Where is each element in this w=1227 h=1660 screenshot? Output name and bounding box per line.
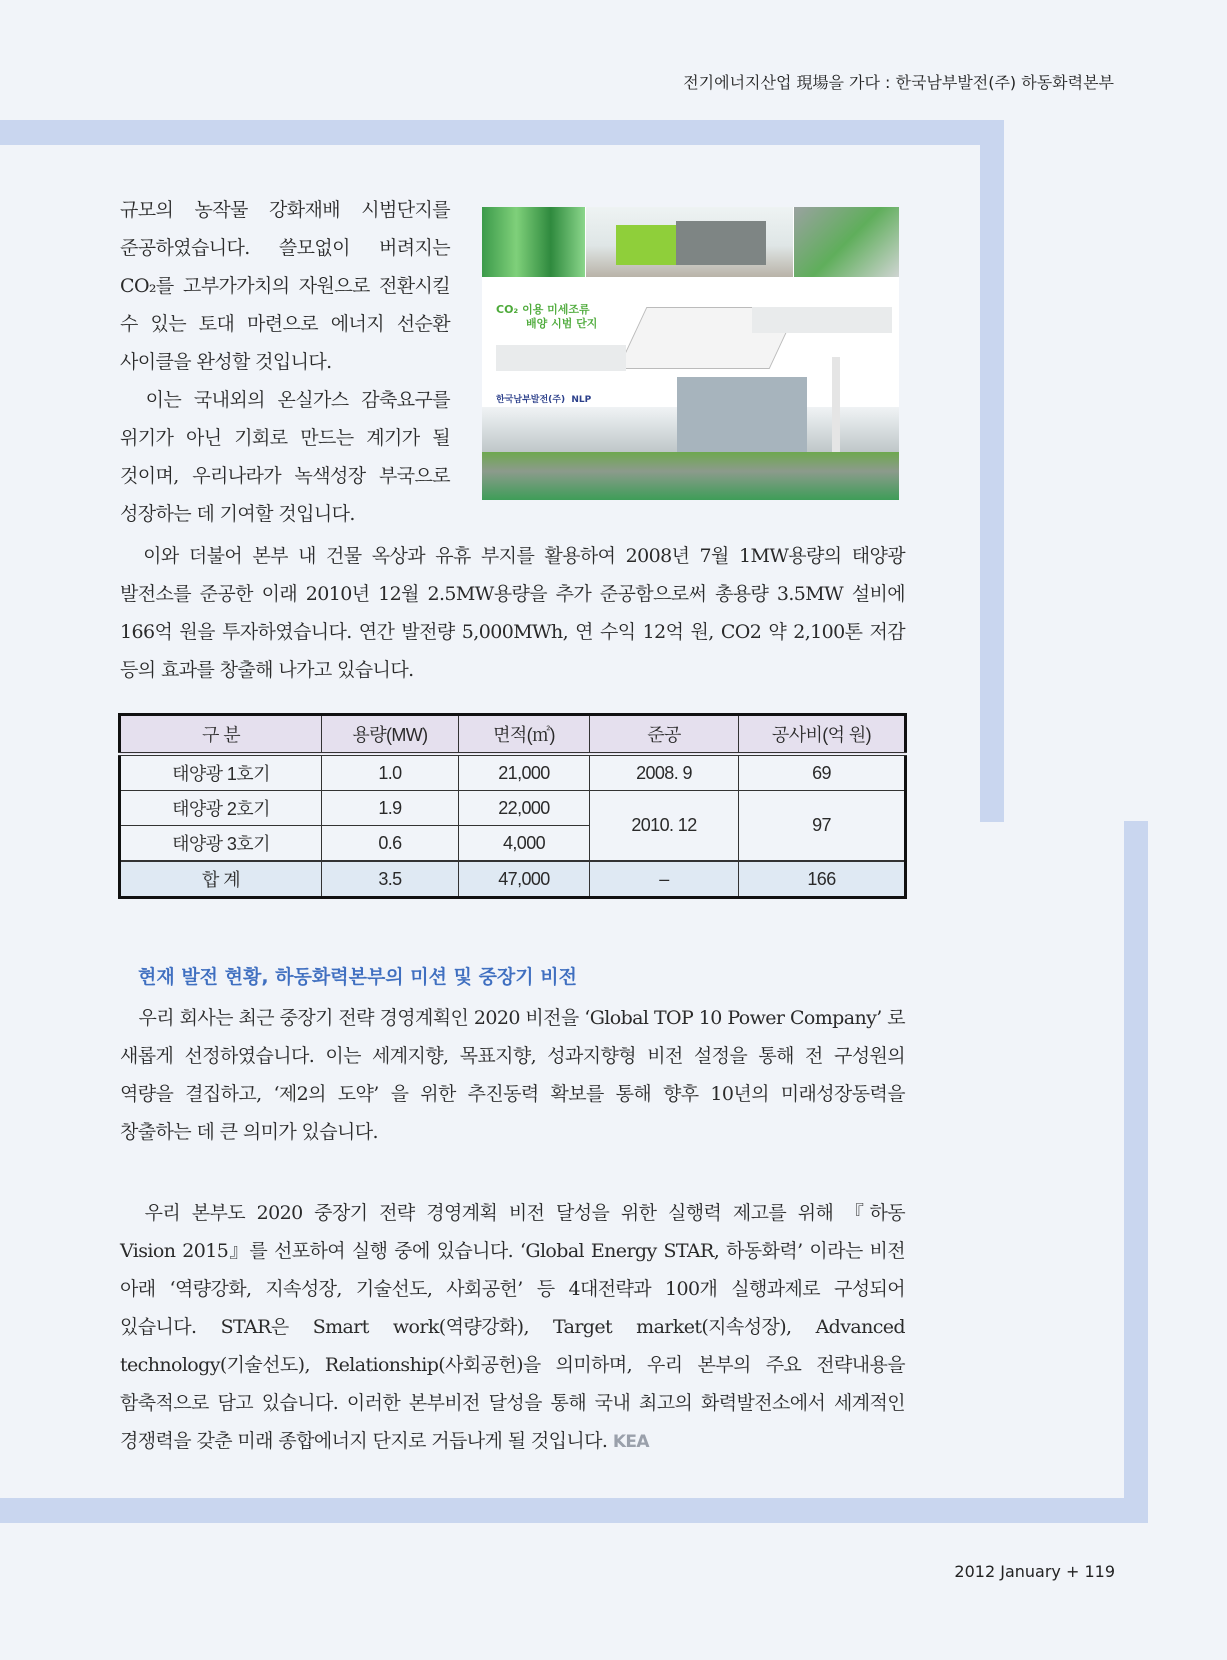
text-line: 이와 더불어 본부 내 건물 옥상과 유휴 부지를 활용하여 2008년 7월 1MW용량의 태양광 — [120, 545, 905, 567]
frame-bottom-band — [0, 1498, 1148, 1523]
photo-caption: CO₂ 이용 미세조류 배양 시범 단지 — [496, 303, 598, 330]
table-row: 태양광 3호기 0.6 4,000 — [120, 826, 906, 862]
text-line: 등의 효과를 창출해 나가고 있습니다. — [120, 659, 414, 681]
column-header: 용량(MW) — [322, 715, 459, 755]
text-line: 아래 ‘역량강화, 지속성장, 기술선도, 사회공헌’ 등 4대전략과 100개 실행과제로 구성되어 — [120, 1278, 905, 1300]
text-line: 새롭게 선정하였습니다. 이는 세계지향, 목표지향, 성과지향형 비전 설정을 통해 전 구성원의 — [120, 1045, 905, 1067]
kea-signoff: KEA — [612, 1432, 649, 1452]
text-line: 수 있는 토대 마련으로 에너지 선순환 — [120, 313, 450, 335]
section-heading: 현재 발전 현황, 하동화력본부의 미션 및 중장기 비전 — [138, 966, 577, 988]
text-line: 위기가 아닌 기회로 만드는 계기가 될 — [120, 427, 450, 449]
solar-plant-table — [118, 713, 907, 899]
text-line: 우리 회사는 최근 중장기 전략 경영계획인 2020 비전을 ‘Global TOP 10 Power Company’ 로 — [120, 1007, 905, 1029]
text-line: 발전소를 준공한 이래 2010년 12월 2.5MW용량을 추가 준공함으로써 총용량 3.5MW 설비에 — [120, 583, 905, 605]
table-row: 태양광 2호기 1.9 22,000 2010. 12 97 — [120, 791, 906, 826]
text-line: 역량을 결집하고, ‘제2의 도약’ 을 위한 추진동력 확보를 통해 향후 10년의 미래성장동력을 — [120, 1083, 905, 1105]
photo-logos: 한국남부발전(주) NLP — [496, 395, 592, 405]
text-line: 창출하는 데 큰 의미가 있습니다. — [120, 1121, 379, 1143]
running-header: 전기에너지산업 現場을 가다 : 한국남부발전(주) 하동화력본부 — [683, 73, 1114, 92]
frame-right-bar-upper — [980, 120, 1004, 822]
text-line: 규모의 농작물 강화재배 시범단지를 — [120, 199, 450, 221]
text-line: 있습니다. STAR은 Smart work(역량강화), Target market(지속성장), Advanced — [120, 1316, 905, 1338]
text-line — [120, 1423, 905, 1459]
text-line: 이는 국내외의 온실가스 감축요구를 — [120, 389, 450, 411]
text-line: 준공하였습니다. 쓸모없이 버려지는 — [120, 237, 450, 259]
text-line: technology(기술선도), Relationship(사회공헌)을 의미하며, 우리 본부의 주요 전략내용을 — [120, 1354, 905, 1376]
algae-facility-photo — [482, 207, 899, 500]
frame-top-band — [0, 120, 1004, 145]
text-line: CO₂를 고부가가치의 자원으로 전환시킬 — [120, 275, 450, 297]
text-line-content: 경쟁력을 갖춘 미래 종합에너지 단지로 거듭나게 될 것입니다. — [120, 1430, 613, 1452]
column-header: 면적(㎡) — [459, 715, 590, 755]
frame-right-bar-lower — [1124, 821, 1148, 1523]
column-header: 준공 — [590, 715, 739, 755]
text-line: 성장하는 데 기여할 것입니다. — [120, 503, 355, 525]
table-header-row — [120, 715, 906, 755]
table-total-row: 합 계 3.5 47,000 – 166 — [120, 861, 906, 898]
text-line: 우리 본부도 2020 중장기 전략 경영계획 비전 달성을 위한 실행력 제고를 위해 『하동 — [120, 1202, 905, 1224]
text-line: 것이며, 우리나라가 녹색성장 부국으로 — [120, 465, 450, 487]
text-line: 사이클을 완성할 것입니다. — [120, 351, 332, 373]
text-line: 함축적으로 담고 있습니다. 이러한 본부비전 달성을 통해 국내 최고의 화력발전소에서 세계적인 — [120, 1392, 905, 1414]
page-footer: 2012 January + 119 — [954, 1562, 1115, 1581]
table-row: 태양광 1호기 1.0 21,000 2008. 9 69 — [120, 754, 906, 791]
text-line: 166억 원을 투자하였습니다. 연간 발전량 5,000MWh, 연 수익 12억 원, CO2 약 2,100톤 저감 — [120, 621, 905, 643]
column-header: 공사비(억 원) — [739, 715, 906, 755]
text-line: Vision 2015』를 선포하여 실행 중에 있습니다. ‘Global Energy STAR, 하동화력’ 이라는 비전 — [120, 1240, 905, 1262]
column-header: 구 분 — [120, 715, 322, 755]
